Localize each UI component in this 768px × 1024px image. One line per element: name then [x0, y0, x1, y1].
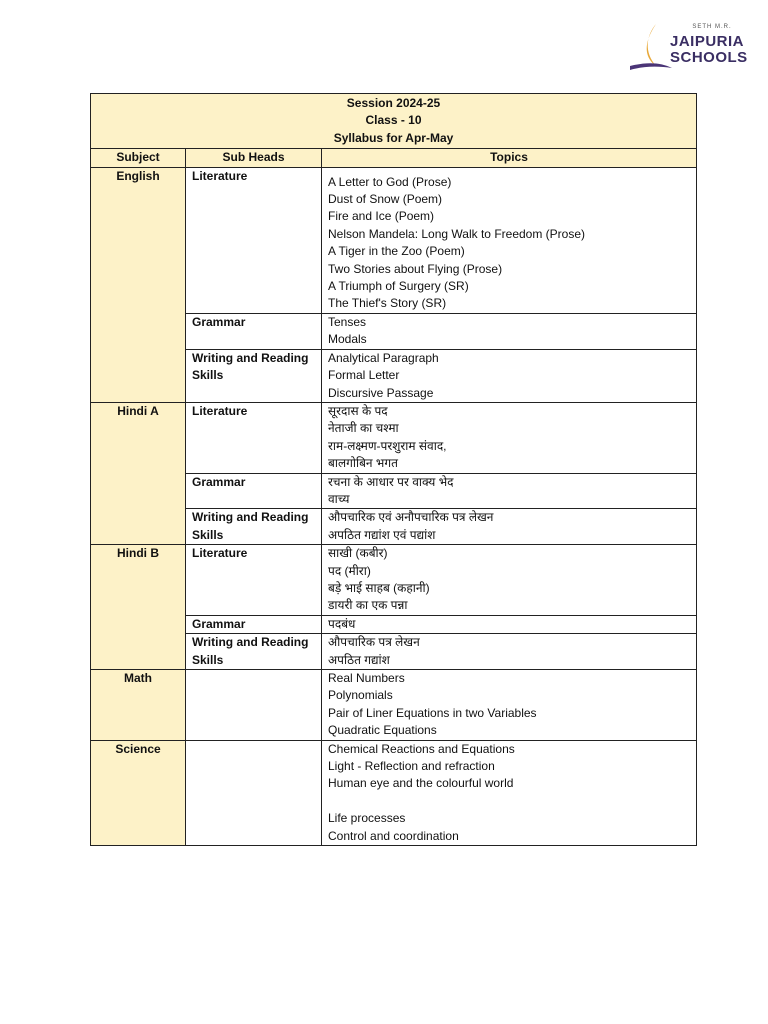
topic-item: Formal Letter [328, 368, 400, 383]
col-header-subheads: Sub Heads [186, 149, 322, 167]
topics-cell [322, 402, 697, 473]
topic-item: नेताजी का चश्मा [328, 421, 399, 436]
topic-item: पद (मीरा) [328, 563, 371, 578]
subhead-cell: Literature [186, 402, 322, 473]
topic-item: Light - Reflection and refraction [328, 759, 495, 774]
logo-line2: SCHOOLS [670, 49, 748, 66]
topic-item: Discursive Passage [328, 385, 434, 400]
school-logo [626, 22, 752, 72]
topic-item: Chemical Reactions and Equations [328, 741, 515, 756]
topic-item: Analytical Paragraph [328, 350, 439, 365]
topic-item: A Letter to God (Prose) [328, 174, 452, 189]
topics-cell [322, 615, 697, 633]
syllabus-table [90, 93, 697, 846]
topic-item: Pair of Liner Equations in two Variables [328, 705, 537, 720]
topic-item: Real Numbers [328, 671, 405, 685]
topic-item: Two Stories about Flying (Prose) [328, 261, 503, 276]
subhead-cell: Writing and Reading Skills [186, 634, 322, 670]
table-row [91, 402, 697, 473]
topic-item: Control and coordination [328, 828, 459, 843]
subject-cell-hindi-b: Hindi B [91, 545, 186, 670]
topic-item: Dust of Snow (Poem) [328, 192, 443, 207]
col-header-subject: Subject [91, 149, 186, 167]
logo-line1: JAIPURIA [670, 33, 745, 50]
topic-item: रचना के आधार पर वाक्य भेद [328, 474, 454, 489]
subject-cell-science: Science [91, 740, 186, 845]
class-label: Class - 10 [365, 113, 422, 128]
topic-item: वाच्य [328, 491, 350, 506]
topic-item: Modals [328, 332, 367, 347]
col-header-topics: Topics [322, 149, 697, 167]
table-row [91, 545, 697, 616]
topics-cell [322, 167, 697, 313]
topic-item: बालगोबिन भगत [328, 456, 398, 471]
subject-cell-hindi-a: Hindi A [91, 402, 186, 544]
subhead-cell: Literature [186, 545, 322, 616]
subhead-cell: Grammar [186, 473, 322, 509]
topic-item: Polynomials [328, 688, 393, 703]
session-label: Session 2024-25 [346, 96, 441, 110]
topic-item: राम-लक्ष्मण-परशुराम संवाद, [328, 438, 447, 453]
topic-item: बड़े भाई साहब (कहानी) [328, 580, 430, 595]
topic-item: अपठित गद्यांश [328, 652, 390, 667]
topic-item: Human eye and the colourful world [328, 776, 514, 791]
topic-item: सूरदास के पद [328, 403, 388, 418]
topics-cell [322, 670, 697, 741]
table-row [91, 740, 697, 845]
subhead-cell: Writing and Reading Skills [186, 349, 322, 402]
topics-cell [322, 349, 697, 402]
swoosh-logo-icon [626, 22, 676, 72]
topics-cell [322, 473, 697, 509]
topic-item: The Thief's Story (SR) [328, 296, 447, 311]
topic-item: औपचारिक एवं अनौपचारिक पत्र लेखन [328, 510, 494, 525]
topic-item: पदबंध [328, 616, 356, 631]
topic-item: A Triumph of Surgery (SR) [328, 279, 469, 294]
topic-item: A Tiger in the Zoo (Poem) [328, 244, 465, 259]
topics-cell [322, 634, 697, 670]
syllabus-title: Syllabus for Apr-May [333, 130, 454, 145]
subhead-cell: Literature [186, 167, 322, 313]
topic-item: अपठित गद्यांश एवं पद्यांश [328, 527, 436, 542]
topic-item: औपचारिक पत्र लेखन [328, 635, 420, 650]
topic-spacer [328, 793, 690, 810]
topic-item: Fire and Ice (Poem) [328, 209, 435, 224]
subhead-cell-empty [186, 670, 322, 741]
topic-item: साखी (कबीर) [328, 546, 388, 561]
topics-cell [322, 509, 697, 545]
subject-cell-math: Math [91, 670, 186, 741]
subhead-cell: Grammar [186, 615, 322, 633]
table-row [91, 670, 697, 741]
topics-cell [322, 740, 697, 845]
column-header-row [91, 149, 697, 167]
topic-item: Life processes [328, 811, 406, 826]
logo-top-text: SETH M.R. [692, 24, 732, 30]
subhead-cell-empty [186, 740, 322, 845]
table-title-cell [91, 94, 697, 149]
table-row [91, 167, 697, 313]
topic-item: डायरी का एक पन्ना [328, 598, 408, 613]
topics-cell [322, 313, 697, 349]
topic-item: Tenses [328, 314, 367, 329]
table-header-row [91, 94, 697, 149]
subhead-cell: Grammar [186, 313, 322, 349]
topics-cell [322, 545, 697, 616]
subhead-cell: Writing and Reading Skills [186, 509, 322, 545]
topic-item: Nelson Mandela: Long Walk to Freedom (Prose) [328, 226, 586, 241]
subject-cell-english: English [91, 167, 186, 402]
topic-item: Quadratic Equations [328, 723, 437, 738]
